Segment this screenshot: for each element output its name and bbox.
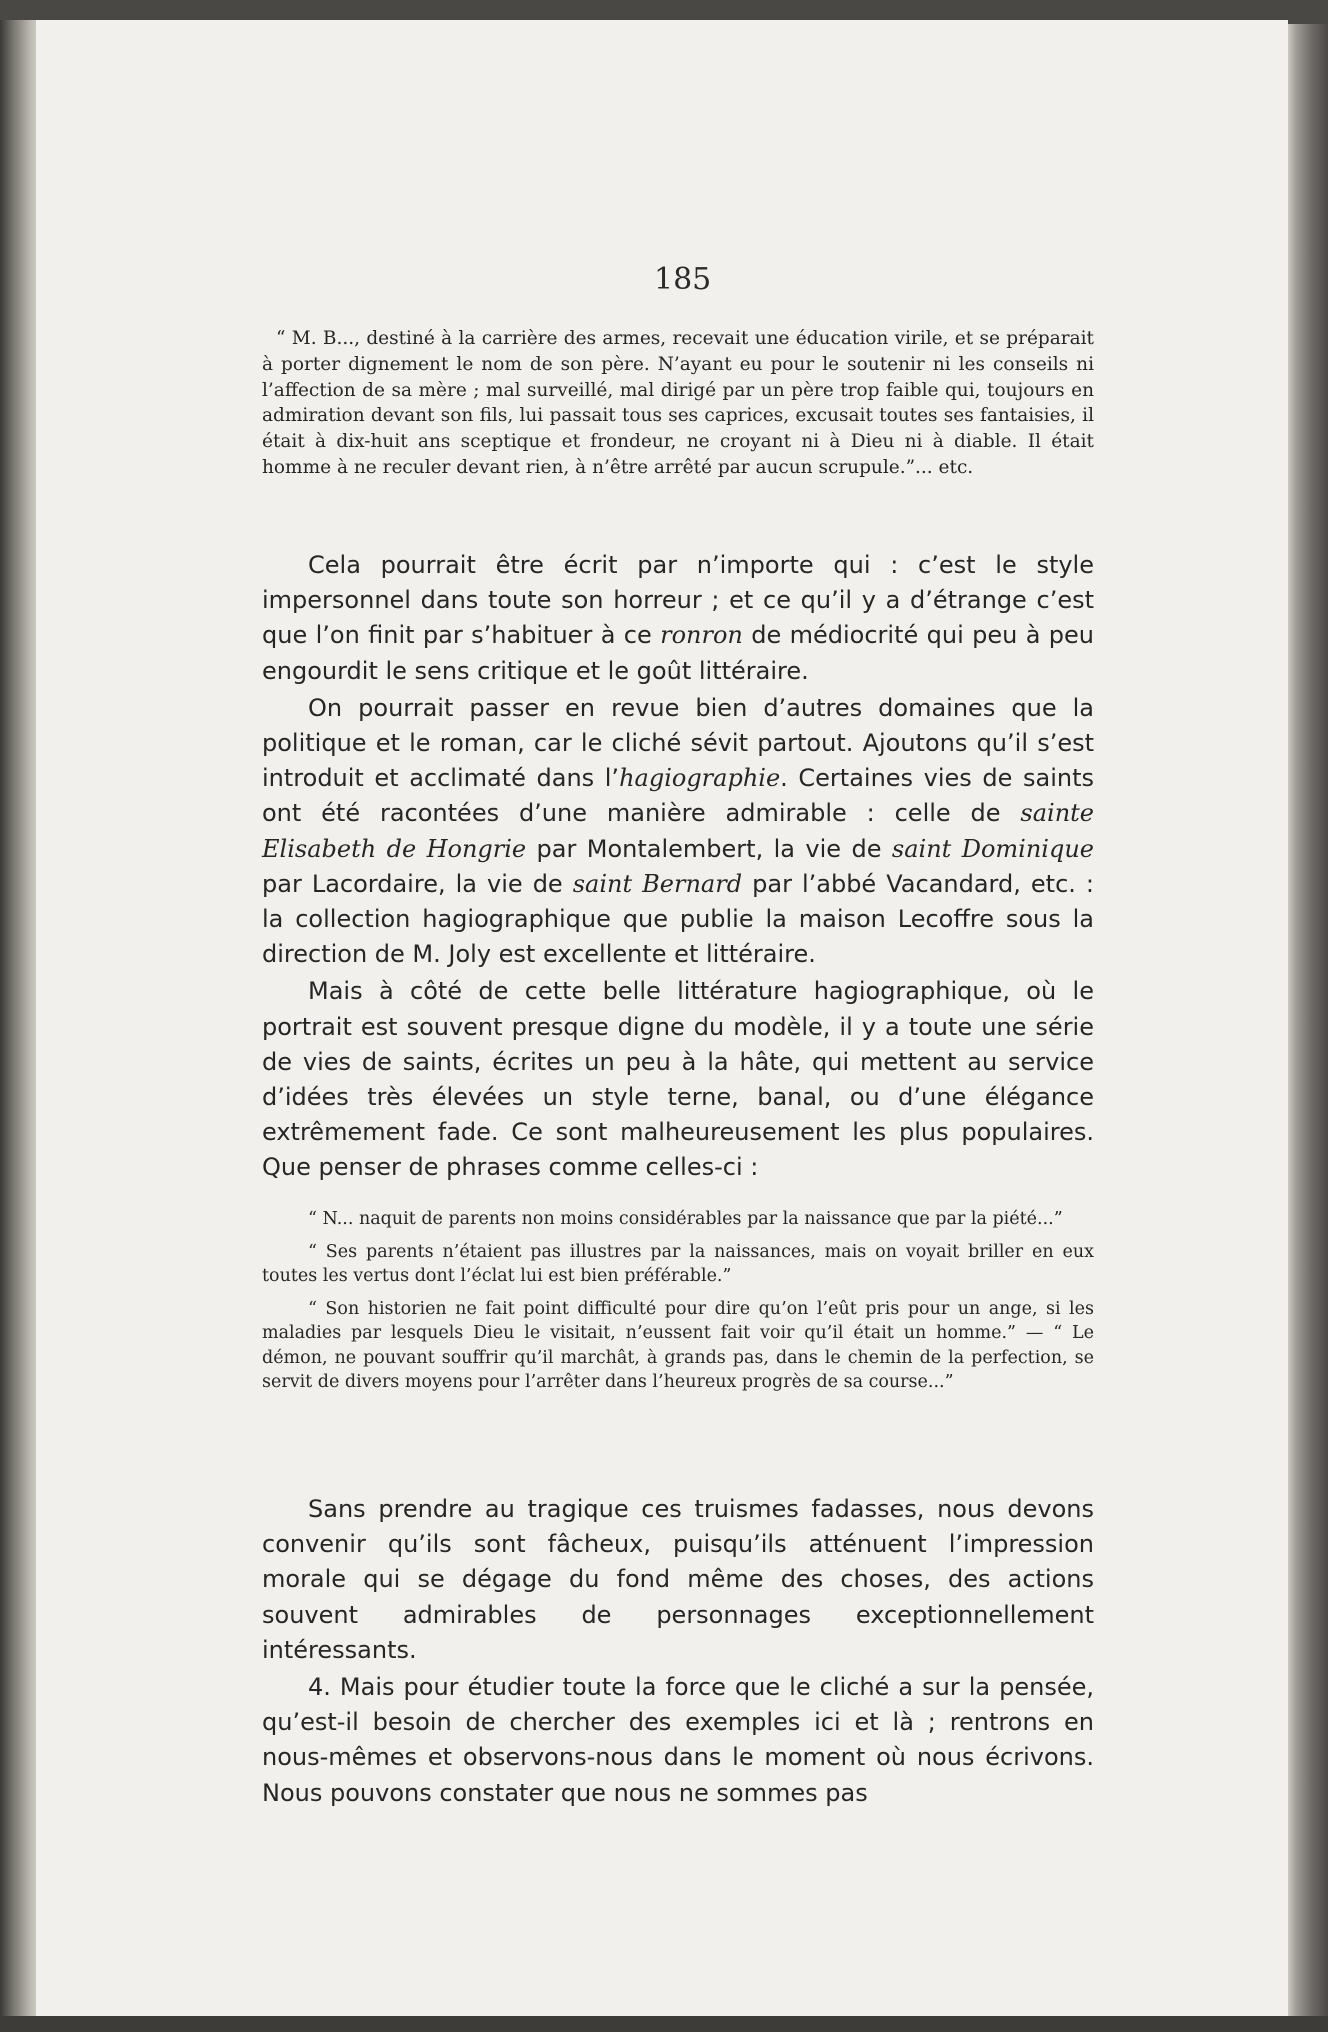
text-run: de médiocrité qui peu à peu engourdit le sens critique et le goût littéraire.: [262, 621, 1094, 685]
quote-example-2: “ Ses parents n’étaient pas illustres par la naissances, mais on voyait briller en eux toutes les vertus dont l’éclat lui est bien préférable.”: [262, 1241, 1094, 1286]
text-run: On pourrait passer en revue bien d’autres domaines que la politique et le roman, car le cliché sévit partout. Ajoutons qu’il s’est introduit et acclimaté dans l’: [262, 693, 1094, 793]
page-number: 185: [654, 262, 712, 297]
paragraph-popular-lives: Mais à côté de cette belle littérature hagiographique, où le portrait est souvent presque digne du modèle, il y a toute une série de vies de saints, écrites un peu à la hâte, qui mettent au service d’idées très élevées un style terne, banal, ou d’une élégance extrêmement fade. Ce sont malheureusement les plus populaires. Que penser de phrases comme celles-ci :: [262, 977, 1094, 1182]
italic-title: saint Bernard: [572, 869, 743, 898]
scan-right-edge: [1286, 24, 1328, 2018]
quote-example-3: “ Son historien ne fait point difficulté pour dire qu’on l’eût pris pour un ange, si les maladies par lesquels Dieu le visitait, n’eussent fait voir qu’il était un homme.” — “ Le démon, ne pouvant souffrir qu’il marchât, à grands pas, dans le chemin de la perfection, se servit de divers moyens pour l’arrêter dans l’heureux progrès de sa course...”: [262, 1298, 1094, 1392]
italic-term: hagiographie: [619, 764, 781, 793]
italic-term: ronron: [660, 621, 743, 650]
text-run: par l’abbé Vacandard, etc. : la collection hagiographique que publie la maison Lecoffre sous la direction de M. Joly est excellente et littéraire.: [262, 869, 1095, 969]
text-run: . Certaines vies de saints ont été racontées d’une manière admirable : celle de: [262, 764, 1094, 828]
text-run: par Montalembert, la vie de: [526, 834, 892, 863]
paragraph-truisms: Sans prendre au tragique ces truismes fadasses, nous devons convenir qu’ils sont fâcheux, puisqu’ils atténuent l’impression morale qui se dégage du fond même des choses, des actions souvent admirables de personnages exceptionnellement intéressants.: [262, 1495, 1094, 1664]
quoted-passage-block: [262, 326, 1094, 481]
quote-example-1: “ N... naquit de parents non moins considérables par la naissance que par la piété...”: [308, 1209, 1063, 1229]
text-run: par Lacordaire, la vie de: [262, 869, 573, 898]
quoted-examples-block: [262, 1207, 1094, 1403]
scan-bottom-border: [0, 2016, 1328, 2032]
quoted-passage: “ M. B..., destiné à la carrière des armes, recevait une éducation virile, et se préparait à porter dignement le nom de son père. N’ayant eu pour le soutenir ni les conseils ni l’affection de sa mère ; mal surveillé, mal dirigé par un père trop faible qui, toujours en admiration devant son fils, lui passait tous ses caprices, excusait toutes ses fantaisies, il était à dix-huit ans sceptique et frondeur, ne croyant ni à Dieu ni à diable. Il était homme à ne reculer devant rien, à n’être arrêté par aucun scrupule.”... etc.: [262, 328, 1094, 478]
italic-title: saint Dominique: [891, 834, 1095, 863]
paragraph-hagiography: [262, 691, 1094, 973]
paragraph-impersonal-style: [262, 548, 1094, 689]
body-text-section-1: [262, 548, 1094, 1188]
body-text-section-2: [262, 1492, 1094, 1813]
italic-title: sainte Elisabeth de Hongrie: [262, 799, 1094, 863]
text-run: Cela pourrait être écrit par n’importe qui : c’est le style impersonnel dans toute son horreur ; et ce qu’il y a d’étrange c’est que l’on finit par s’habituer à ce: [262, 551, 1094, 650]
paragraph-section-4: 4. Mais pour étudier toute la force que le cliché a sur la pensée, qu’est-il besoin de chercher des exemples ici et là ; rentrons en nous-mêmes et observons-nous dans le moment où nous écrivons. Nous pouvons constater que nous ne sommes pas: [262, 1673, 1094, 1807]
